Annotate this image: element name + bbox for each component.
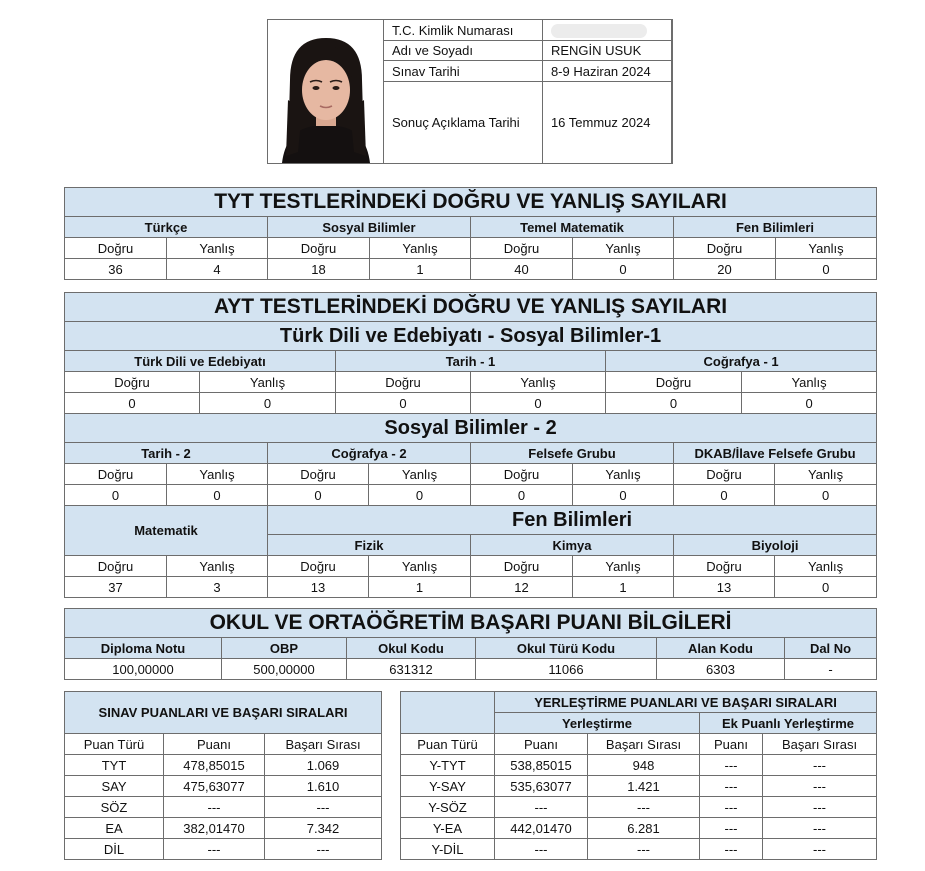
table-row (65, 818, 382, 839)
placement-bonus-score-cell: --- (700, 776, 763, 797)
ayt-tarih2-correct: 0 (65, 485, 167, 506)
correct-label: Doğru (674, 464, 775, 485)
placement-score-cell: --- (495, 839, 588, 860)
wrong-label: Yanlış (775, 464, 877, 485)
ayt-subject-tarih1: Tarih - 1 (336, 351, 606, 372)
ayt-fizik-correct: 13 (268, 577, 369, 598)
tc-label: T.C. Kimlik Numarası (384, 20, 543, 41)
exam-type-cell: TYT (65, 755, 164, 776)
wrong-label: Yanlış (370, 238, 471, 259)
placement-bonus-rank-cell: --- (763, 755, 877, 776)
placement-bonus-score-cell: --- (700, 797, 763, 818)
table-row (401, 818, 877, 839)
school-table (64, 608, 877, 680)
exam-header-type: Puan Türü (65, 734, 164, 755)
exam-score-cell: 478,85015 (164, 755, 265, 776)
wrong-label: Yanlış (167, 556, 268, 577)
placement-type-cell: Y-SAY (401, 776, 495, 797)
exam-date-value: 8-9 Haziran 2024 (542, 61, 671, 82)
placement-rank-cell: --- (588, 839, 700, 860)
table-row (65, 797, 382, 818)
ayt-table (64, 292, 877, 598)
tyt-subject-fen: Fen Bilimleri (674, 217, 877, 238)
placement-type-cell: Y-SÖZ (401, 797, 495, 818)
ayt-subject-tarih2: Tarih - 2 (65, 443, 268, 464)
exam-rank-cell: --- (265, 839, 382, 860)
exam-date-label: Sınav Tarihi (384, 61, 543, 82)
tyt-subject-sosyal: Sosyal Bilimler (268, 217, 471, 238)
wrong-label: Yanlış (742, 372, 877, 393)
ayt-subject-biyoloji: Biyoloji (674, 535, 877, 556)
table-row (65, 755, 382, 776)
placement-title: YERLEŞTİRME PUANLARI VE BAŞARI SIRALARI (495, 692, 877, 713)
wrong-label: Yanlış (167, 238, 268, 259)
ayt-subject-felsefe: Felsefe Grubu (471, 443, 674, 464)
ayt-dkab-wrong: 0 (775, 485, 877, 506)
ayt-fizik-wrong: 1 (369, 577, 471, 598)
correct-label: Doğru (65, 372, 200, 393)
placement-bonus-rank-cell: --- (763, 818, 877, 839)
ayt-subject-dkab: DKAB/İlave Felsefe Grubu (674, 443, 877, 464)
exam-score-cell: 475,63077 (164, 776, 265, 797)
redaction-mark (551, 24, 647, 38)
correct-label: Doğru (606, 372, 742, 393)
correct-label: Doğru (268, 238, 370, 259)
tyt-fen-wrong: 0 (776, 259, 877, 280)
ayt-felsefe-wrong: 0 (573, 485, 674, 506)
ayt-biyoloji-correct: 13 (674, 577, 775, 598)
exam-rank-cell: 1.069 (265, 755, 382, 776)
ayt-edebiyat-wrong: 0 (200, 393, 336, 414)
table-row (401, 797, 877, 818)
portrait-image (268, 20, 383, 163)
correct-label: Doğru (471, 556, 573, 577)
wrong-label: Yanlış (573, 238, 674, 259)
result-date-value: 16 Temmuz 2024 (542, 82, 671, 164)
ayt-subject-fizik: Fizik (268, 535, 471, 556)
ayt-subject-kimya: Kimya (471, 535, 674, 556)
exam-header-score: Puanı (164, 734, 265, 755)
correct-label: Doğru (268, 464, 369, 485)
ayt-group1-title: Türk Dili ve Edebiyatı - Sosyal Bilimler-1 (65, 322, 877, 351)
tyt-sosyal-correct: 18 (268, 259, 370, 280)
placement-bonus-score-cell: --- (700, 839, 763, 860)
school-okul-kodu-value: 631312 (347, 659, 476, 680)
wrong-label: Yanlış (167, 464, 268, 485)
exam-type-cell: SÖZ (65, 797, 164, 818)
tyt-turkce-correct: 36 (65, 259, 167, 280)
placement-rank-cell: --- (588, 797, 700, 818)
tyt-title: TYT TESTLERİNDEKİ DOĞRU VE YANLIŞ SAYILARI (65, 188, 877, 217)
name-label: Adı ve Soyadı (384, 41, 543, 61)
placement-score-cell: 538,85015 (495, 755, 588, 776)
candidate-info-table (383, 19, 672, 164)
placement-sub-bonus: Ek Puanlı Yerleştirme (700, 713, 877, 734)
placement-bonus-rank-cell: --- (763, 797, 877, 818)
placement-corner-cell (401, 692, 495, 734)
tyt-table (64, 187, 877, 280)
placement-bonus-rank-cell: --- (763, 776, 877, 797)
ayt-felsefe-correct: 0 (471, 485, 573, 506)
placement-sub-regular: Yerleştirme (495, 713, 700, 734)
ayt-matematik-correct: 37 (65, 577, 167, 598)
table-row (65, 776, 382, 797)
placement-table (400, 691, 877, 860)
wrong-label: Yanlış (369, 464, 471, 485)
candidate-header (267, 19, 673, 164)
school-obp-value: 500,00000 (222, 659, 347, 680)
correct-label: Doğru (65, 464, 167, 485)
placement-score-cell: 442,01470 (495, 818, 588, 839)
table-row (401, 839, 877, 860)
correct-label: Doğru (65, 238, 167, 259)
tyt-matematik-correct: 40 (471, 259, 573, 280)
placement-bonus-score-cell: --- (700, 818, 763, 839)
placement-bonus-rank-cell: --- (763, 839, 877, 860)
school-header-alan-kodu: Alan Kodu (657, 638, 785, 659)
placement-rank-cell: 1.421 (588, 776, 700, 797)
ayt-kimya-correct: 12 (471, 577, 573, 598)
ayt-tarih1-wrong: 0 (471, 393, 606, 414)
ayt-subject-cografya2: Coğrafya - 2 (268, 443, 471, 464)
school-header-dal-no: Dal No (785, 638, 877, 659)
ayt-subject-cografya1: Coğrafya - 1 (606, 351, 877, 372)
ayt-cografya1-correct: 0 (606, 393, 742, 414)
placement-header-bonus-score: Puanı (700, 734, 763, 755)
correct-label: Doğru (268, 556, 369, 577)
school-diploma-value: 100,00000 (65, 659, 222, 680)
exam-header-rank: Başarı Sırası (265, 734, 382, 755)
table-row (65, 839, 382, 860)
ayt-tarih2-wrong: 0 (167, 485, 268, 506)
school-title: OKUL VE ORTAÖĞRETİM BAŞARI PUANI BİLGİLERİ (65, 609, 877, 638)
exam-score-cell: 382,01470 (164, 818, 265, 839)
exam-score-cell: --- (164, 839, 265, 860)
wrong-label: Yanlış (776, 238, 877, 259)
ayt-tarih1-correct: 0 (336, 393, 471, 414)
wrong-label: Yanlış (775, 556, 877, 577)
school-header-okul-turu: Okul Türü Kodu (476, 638, 657, 659)
placement-type-cell: Y-TYT (401, 755, 495, 776)
correct-label: Doğru (336, 372, 471, 393)
correct-label: Doğru (471, 464, 573, 485)
school-alan-kodu-value: 6303 (657, 659, 785, 680)
exam-type-cell: DİL (65, 839, 164, 860)
ayt-cografya2-correct: 0 (268, 485, 369, 506)
placement-header-bonus-rank: Başarı Sırası (763, 734, 877, 755)
result-date-label: Sonuç Açıklama Tarihi (384, 82, 543, 164)
tyt-fen-correct: 20 (674, 259, 776, 280)
placement-score-cell: --- (495, 797, 588, 818)
placement-header-score: Puanı (495, 734, 588, 755)
ayt-cografya1-wrong: 0 (742, 393, 877, 414)
ayt-biyoloji-wrong: 0 (775, 577, 877, 598)
exam-scores-table (64, 691, 382, 860)
exam-scores-title: SINAV PUANLARI VE BAŞARI SIRALARI (65, 692, 382, 734)
school-header-okul-kodu: Okul Kodu (347, 638, 476, 659)
ayt-title: AYT TESTLERİNDEKİ DOĞRU VE YANLIŞ SAYILARI (65, 293, 877, 322)
wrong-label: Yanlış (471, 372, 606, 393)
exam-type-cell: EA (65, 818, 164, 839)
correct-label: Doğru (674, 556, 775, 577)
tyt-sosyal-wrong: 1 (370, 259, 471, 280)
name-value: RENGİN USUK (542, 41, 671, 61)
placement-header-type: Puan Türü (401, 734, 495, 755)
school-header-diploma: Diploma Notu (65, 638, 222, 659)
exam-rank-cell: 7.342 (265, 818, 382, 839)
ayt-edebiyat-correct: 0 (65, 393, 200, 414)
placement-bonus-score-cell: --- (700, 755, 763, 776)
school-dal-no-value: - (785, 659, 877, 680)
ayt-science-title: Fen Bilimleri (268, 506, 877, 535)
tyt-subject-matematik: Temel Matematik (471, 217, 674, 238)
wrong-label: Yanlış (200, 372, 336, 393)
placement-header-rank: Başarı Sırası (588, 734, 700, 755)
exam-rank-cell: 1.610 (265, 776, 382, 797)
wrong-label: Yanlış (573, 464, 674, 485)
school-okul-turu-value: 11066 (476, 659, 657, 680)
wrong-label: Yanlış (369, 556, 471, 577)
ayt-kimya-wrong: 1 (573, 577, 674, 598)
ayt-cografya2-wrong: 0 (369, 485, 471, 506)
ayt-group2-title: Sosyal Bilimler - 2 (65, 414, 877, 443)
wrong-label: Yanlış (573, 556, 674, 577)
candidate-photo (268, 20, 384, 163)
exam-score-cell: --- (164, 797, 265, 818)
exam-type-cell: SAY (65, 776, 164, 797)
ayt-matematik-wrong: 3 (167, 577, 268, 598)
table-row (401, 755, 877, 776)
tyt-matematik-wrong: 0 (573, 259, 674, 280)
table-row (401, 776, 877, 797)
tyt-subject-turkce: Türkçe (65, 217, 268, 238)
placement-rank-cell: 6.281 (588, 818, 700, 839)
placement-score-cell: 535,63077 (495, 776, 588, 797)
correct-label: Doğru (471, 238, 573, 259)
ayt-subject-matematik: Matematik (65, 506, 268, 556)
exam-rank-cell: --- (265, 797, 382, 818)
placement-rank-cell: 948 (588, 755, 700, 776)
tyt-turkce-wrong: 4 (167, 259, 268, 280)
ayt-dkab-correct: 0 (674, 485, 775, 506)
correct-label: Doğru (65, 556, 167, 577)
correct-label: Doğru (674, 238, 776, 259)
school-header-obp: OBP (222, 638, 347, 659)
placement-type-cell: Y-EA (401, 818, 495, 839)
ayt-subject-edebiyat: Türk Dili ve Edebiyatı (65, 351, 336, 372)
tc-value-redacted (542, 20, 671, 41)
placement-type-cell: Y-DİL (401, 839, 495, 860)
